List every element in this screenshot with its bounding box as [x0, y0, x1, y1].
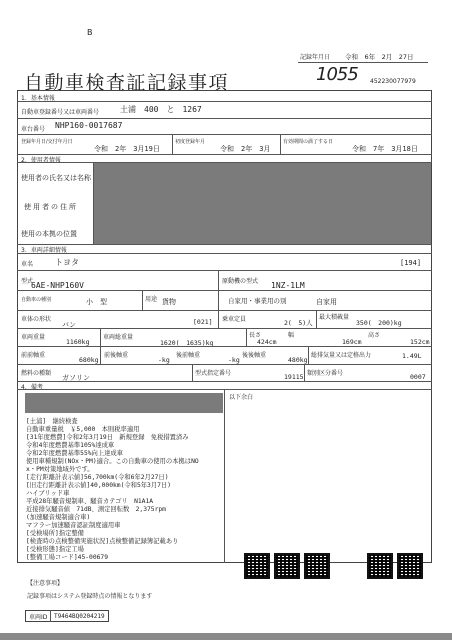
gross-weight-label: 車両総重量	[103, 334, 134, 341]
qr-code-1	[244, 553, 270, 579]
rear-front-axle-value: -kg	[228, 356, 240, 364]
chassis-value: NHP160-0017687	[55, 121, 123, 130]
redacted-bottom-strip	[0, 633, 452, 640]
width-label: 幅	[288, 332, 295, 339]
first-reg-value: 令和 2年 3月	[220, 145, 271, 153]
purpose-label: 自家用・事業用の別	[228, 297, 287, 305]
grade-mark: B	[87, 28, 93, 37]
blank-below-label: 以下余白	[229, 394, 254, 401]
base-location-label: 使用の本拠の位置	[21, 230, 77, 238]
fuel-value: ガソリン	[62, 374, 90, 382]
model-label: 型式	[21, 278, 34, 285]
reg-date-value: 令和 2年 3月19日	[94, 145, 160, 153]
designation-value: 19115	[284, 373, 304, 381]
rear-front-axle-label: 後前軸重	[176, 352, 201, 359]
designation-label: 型式指定番号	[195, 370, 232, 377]
vehicle-type-label: 自動車の種別	[21, 297, 52, 303]
body-value: バン	[62, 321, 76, 329]
expiry-label: 有効期間の満了する日	[283, 139, 334, 145]
remarks-notes: [土浦] 継続検査 自動車重量税 ￥5,000 本則税率適用 [31年度燃費]令和2年3月19日 新規登録 免税措置済み 令和4年度燃費基準105%達成車 令和2年度燃費基準55%向上達成車 使用車種規制(NOx・PM)適合。この自動車の使用の本拠はNO x・PM対策地域外です。 [走行距離計表示値]56,700km(令和6年2月27日) [旧走行距離計表示値]40,000km(令和5年3月7日) ハイブリッド車 平成28年騒音規制車、騒音カテゴリ N1A1A 近接排気騒音値 71dB、測定回転数 2,375rpm (加速騒音規制適合車) マフラー加速騒音認証制度適用車 [受検場所]指定整備 [検査時の点検整備実施状況]点検整備記録簿記載あり [受検形態]指定工場 [整備工場コード]45-00679	[26, 418, 199, 561]
document-title: 自動車検査証記録事項	[24, 72, 230, 94]
vehicle-id-label: 車両ID	[29, 614, 48, 621]
rear-rear-axle-label: 後後軸重	[242, 352, 267, 359]
vehicle-id-value: T9464BQ0204219	[54, 613, 105, 620]
qr-code-5	[397, 553, 423, 579]
weight-label: 車両重量	[21, 334, 46, 341]
caution-text: 記録事項はシステム登録時点の情報となります	[27, 593, 153, 600]
model-value: 6AE-NHP160V	[31, 281, 84, 290]
front-rear-axle-value: -kg	[158, 356, 170, 364]
front-rear-axle-label: 前後軸重	[104, 352, 129, 359]
engine-value: 1NZ-1LM	[271, 281, 305, 290]
section3-title: 3．車両詳細情報	[21, 247, 67, 254]
height-value: 152cm	[410, 338, 430, 346]
purpose-value: 自家用	[316, 298, 337, 306]
displacement-value: 1.49L	[402, 352, 422, 360]
section1-title: 1．基本情報	[21, 95, 55, 102]
width-value: 169cm	[342, 338, 362, 346]
capacity-value: 2( 5)人	[284, 319, 313, 327]
vehicle-type-value: 小 型	[86, 298, 107, 306]
make-value: トヨタ	[55, 258, 79, 267]
weight-value: 1160kg	[66, 338, 90, 346]
user-name-label: 使用者の氏名又は名称	[21, 174, 91, 182]
gross-weight-value: 1620( 1635)kg	[160, 339, 214, 347]
redacted-remarks	[25, 393, 223, 413]
body-label: 車体の形状	[21, 316, 52, 323]
length-value: 424cm	[257, 338, 277, 346]
qr-code-4	[367, 553, 393, 579]
height-label: 高さ	[368, 332, 381, 339]
fuel-label: 燃料の種類	[21, 370, 52, 377]
record-date-label: 記録年月日	[300, 54, 331, 61]
use-value: 貨物	[162, 298, 176, 306]
caution-title: 【注意事項】	[27, 580, 64, 587]
chassis-label: 車台番号	[21, 126, 46, 133]
displacement-label: 総排気量又は定格出力	[311, 352, 372, 359]
category-value: 0007	[410, 373, 426, 381]
max-load-value: 350( 200)kg	[356, 319, 402, 327]
expiry-value: 令和 7年 3月18日	[352, 145, 418, 153]
reg-number-label: 自動車登録番号又は車両番号	[21, 109, 100, 116]
reg-number-value: 土浦 400 と 1267	[120, 105, 202, 114]
record-date-value: 令和 6年 2月 27日	[345, 53, 414, 61]
user-address-label: 使用者の住所	[24, 203, 78, 211]
reg-date-label: 登録年月日/交付年月日	[21, 139, 73, 145]
front-front-axle-value: 680kg	[79, 356, 99, 364]
qr-code-3	[304, 553, 330, 579]
make-code: [194]	[400, 259, 422, 267]
first-reg-label: 初度登録年月	[175, 139, 206, 145]
handwritten-number: 1055	[316, 64, 358, 85]
length-label: 長さ	[249, 332, 262, 339]
use-label: 用途	[145, 296, 158, 303]
front-front-axle-label: 前前軸重	[21, 352, 46, 359]
body-code: [021]	[193, 318, 213, 326]
section2-title: 2．使用者情報	[21, 157, 61, 164]
capacity-label: 乗車定員	[222, 316, 247, 323]
qr-code-2	[274, 553, 300, 579]
section4-title: 4．備考	[21, 384, 43, 391]
engine-label: 原動機の型式	[222, 278, 259, 285]
make-label: 車名	[21, 261, 34, 268]
document-number: 452230077979	[370, 78, 416, 85]
category-label: 類別区分番号	[307, 370, 344, 377]
rear-rear-axle-value: 480kg	[288, 356, 308, 364]
max-load-label: 最大積載量	[319, 314, 350, 321]
redacted-user-info	[94, 163, 431, 244]
